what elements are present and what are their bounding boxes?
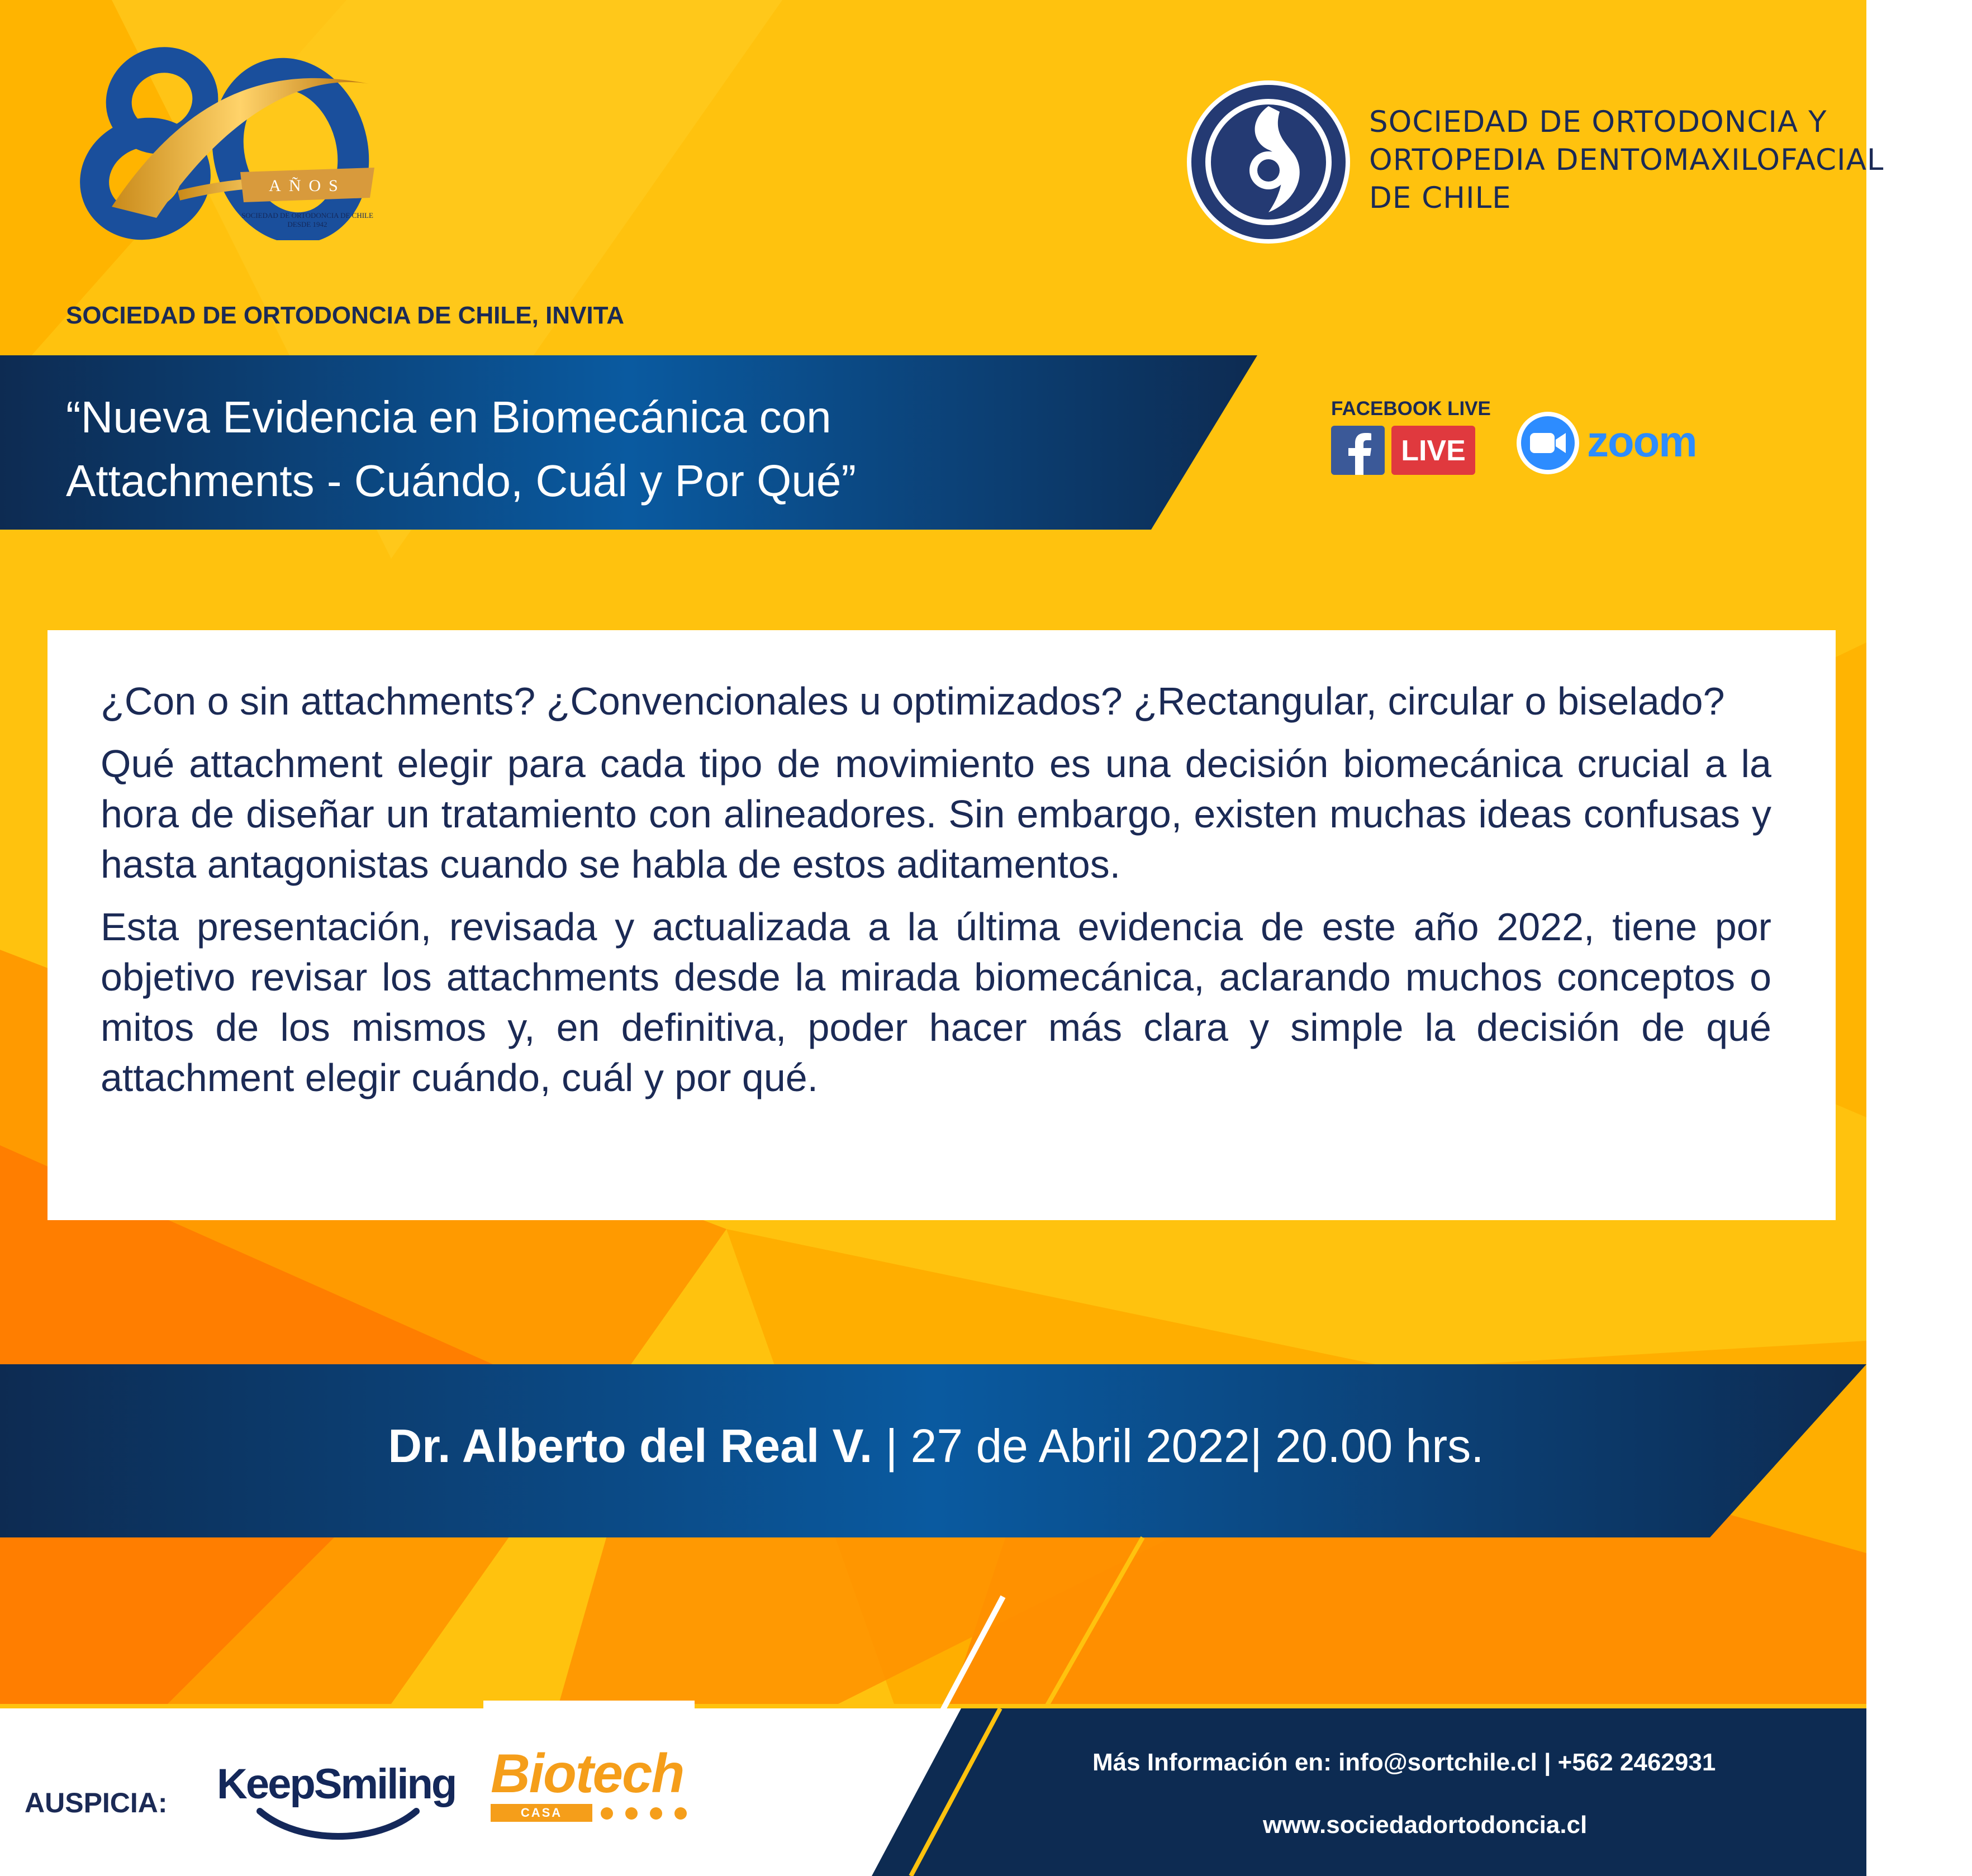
sponsor-label: AUSPICIA: bbox=[25, 1787, 168, 1818]
speaker-date-line bbox=[0, 1419, 1872, 1473]
biotech-logo-text: Biotech bbox=[491, 1742, 684, 1804]
keepsmiling-smile-icon bbox=[254, 1806, 422, 1845]
anniversary-80-logo bbox=[78, 39, 391, 240]
anos-text: AÑOS bbox=[269, 177, 346, 195]
event-title-line-1: “Nueva Evidencia en Biomecánica con bbox=[66, 392, 831, 442]
description-paragraph-3: Esta presentación, revisada y actualizada a la última evidencia de este año 2022, tiene por objetivo revisar los attachments desde la mirada biomecánica, aclarando muchos conceptos o mitos de los mismos y, en definitiva, poder hacer más clara y simple la decisión de qué attachment elegir cuándo, cuál y por qué. bbox=[101, 905, 1771, 1099]
event-date-time: | 27 de Abril 2022| 20.00 hrs. bbox=[872, 1420, 1484, 1472]
live-label: LIVE bbox=[1401, 435, 1466, 467]
anos-ribbon bbox=[240, 168, 374, 202]
description-paragraph-1: ¿Con o sin attachments? ¿Convencionales u optimizados? ¿Rectangular, circular o biselado? bbox=[101, 679, 1725, 723]
description-text bbox=[101, 676, 1771, 1115]
org-name-line-1: SOCIEDAD DE ORTODONCIA Y bbox=[1369, 105, 1827, 139]
event-title-line-2: Attachments - Cuándo, Cuál y Por Qué” bbox=[66, 456, 856, 506]
description-paragraph-2: Qué attachment elegir para cada tipo de movimiento es una decisión biomecánica crucial a la hora de diseñar un tratamiento con alineadores. Sin embargo, existen muchas ideas confusas y hasta antagonistas cuando se habla de estos aditamentos. bbox=[101, 742, 1771, 886]
keepsmiling-logo-text: KeepSmiling bbox=[217, 1760, 456, 1808]
society-emblem-logo bbox=[1185, 78, 1352, 246]
website-link[interactable]: www.sociedadortodoncia.cl bbox=[1263, 1811, 1588, 1839]
organization-name bbox=[1369, 103, 1900, 217]
speaker-name: Dr. Alberto del Real V. bbox=[388, 1420, 873, 1472]
contact-info[interactable]: Más Información en: info@sortchile.cl | +562 2462931 bbox=[1092, 1749, 1716, 1776]
invite-heading: SOCIEDAD DE ORTODONCIA DE CHILE, INVITA bbox=[66, 302, 625, 329]
biotech-subtitle: CASA DENTAL bbox=[491, 1804, 592, 1822]
zoom-label: zoom bbox=[1587, 417, 1697, 466]
anniversary-society-text: SOCIEDAD DE ORTODONCIA DE CHILE bbox=[241, 211, 373, 220]
event-title bbox=[66, 385, 1128, 513]
anniversary-caption bbox=[224, 211, 391, 229]
org-name-line-2: ORTOPEDIA DENTOMAXILOFACIAL bbox=[1369, 143, 1884, 177]
facebook-live-label: FACEBOOK LIVE bbox=[1331, 398, 1491, 420]
org-name-line-3: DE CHILE bbox=[1369, 181, 1512, 215]
anniversary-since-text: DESDE 1942 bbox=[287, 220, 327, 228]
zoom-icon bbox=[1515, 411, 1580, 475]
biotech-dots-icon bbox=[598, 1803, 693, 1823]
